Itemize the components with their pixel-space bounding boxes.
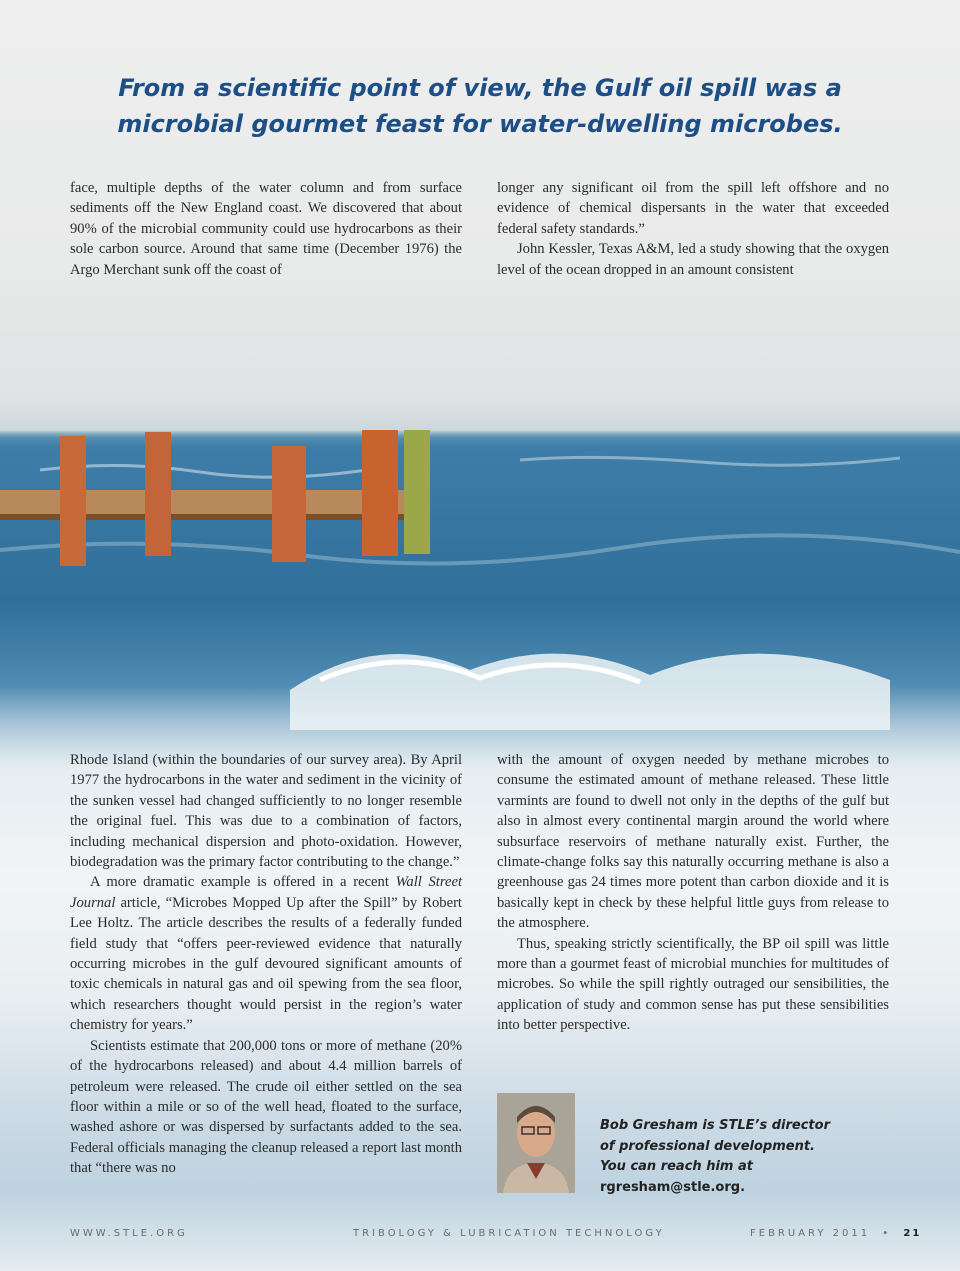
top-right-column <box>497 178 889 280</box>
portrait-illustration <box>497 1093 575 1193</box>
bio-line: You can reach him at <box>600 1159 753 1174</box>
footer-issue <box>750 1228 921 1239</box>
body-paragraph: with the amount of oxygen needed by methane microbes to consume the estimated amount of methane released. These little varmints are found to dwell not only in the depths of the gulf but also in almost every continental margin around the world where subsurface reservoirs of methane naturally exist. Further, the climate-change folks say this naturally occurring methane is also a greenhouse gas 24 times more potent than carbon dioxide and it is basically kept in check by these helpful little guys from release to the atmosphere. <box>497 752 889 932</box>
body-paragraph: Rhode Island (within the boundaries of our survey area). By April 1977 the hydrocarbons in the water and sediment in the vicinity of the sunken vessel had changed sufficiently to no longer resemble the original fuel. This was due to a combination of factors, including mechanical dispersion and photo-oxidation. However, biodegradation was the primary factor contributing to the change.” <box>70 752 462 871</box>
ocean-dock-photo <box>0 430 960 770</box>
body-paragraph: face, multiple depths of the water column and from surface sediments off the New England coast. We discovered that about 90% of the microbial community could use hydrocarbons as their sole carbon source. Around that same time (December 1976) the Argo Merchant sunk off the coast of <box>70 180 462 278</box>
footer-bullet: • <box>882 1228 892 1239</box>
text-span: article, “Microbes Mopped Up after the Spill” by Robert Lee Holtz. The article describes the results of a federally funded field study that “offers peer-reviewed evidence that naturally occurring microbes in the gulf devoured significant amounts of toxic chemicals in natural gas and oil spewing from the sea floor, which researchers thought would persist in the region’s water chemistry for years.” <box>70 894 462 1034</box>
body-paragraph <box>70 872 462 1035</box>
pull-quote <box>0 70 960 142</box>
text-span: A more dramatic example is offered in a recent <box>90 874 396 891</box>
footer-website[interactable]: WWW.STLE.ORG <box>70 1228 188 1239</box>
footer-date: FEBRUARY 2011 <box>750 1228 871 1239</box>
pull-quote-line-1: From a scientific point of view, the Gulf oil spill was a <box>118 74 842 102</box>
footer-magazine-name: TRIBOLOGY & LUBRICATION TECHNOLOGY <box>353 1228 665 1239</box>
body-paragraph: Thus, speaking strictly scientifically, the BP oil spill was little more than a gourmet feast of microbial munchies for multitudes of microbes. So while the spill rightly outraged our sensibilities, the application of study and common sense has put these sensibilities into better perspective. <box>497 935 889 1034</box>
bio-line: Bob Gresham is STLE’s director <box>600 1118 830 1133</box>
publication-title: Wall Street Journal <box>70 874 462 911</box>
bio-line: of professional development. <box>600 1138 815 1154</box>
author-photo <box>497 1093 575 1193</box>
body-paragraph: John Kessler, Texas A&M, led a study showing that the oxygen level of the ocean dropped in an amount consistent <box>497 241 889 278</box>
top-left-column <box>70 178 462 280</box>
page-number: 21 <box>903 1228 922 1239</box>
bottom-right-column <box>497 750 889 1036</box>
body-paragraph: Scientists estimate that 200,000 tons or more of methane (20% of the hydrocarbons released) and about 4.4 million barrels of petroleum were released. The crude oil either settled on the sea floor within a mile or so of the well head, floated to the surface, washed ashore or was dispersed by surfactants added to the sea. Federal officials managing the cleanup released a report last month that “there was no <box>70 1037 462 1177</box>
body-paragraph: longer any significant oil from the spill left offshore and no evidence of chemical dispersants in the water that exceeded federal safety standards.” <box>497 180 889 237</box>
pull-quote-line-2: microbial gourmet feast for water-dwelling microbes. <box>117 110 843 138</box>
author-email-link[interactable]: rgresham@stle.org. <box>600 1179 746 1195</box>
bottom-left-column <box>70 750 462 1179</box>
author-bio <box>600 1116 840 1198</box>
